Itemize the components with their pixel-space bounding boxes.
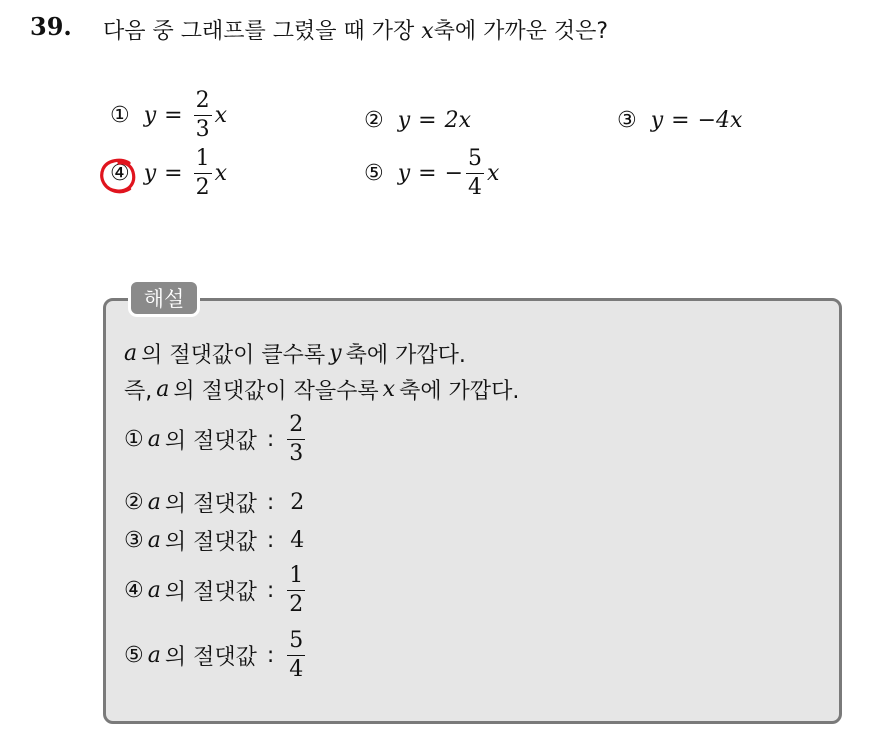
choice-marker: ① xyxy=(110,103,130,128)
solution-item-2 xyxy=(124,487,304,518)
item-text: 의 절댓값 xyxy=(164,645,257,670)
solution-line-2 xyxy=(124,374,519,405)
item-marker: ② xyxy=(124,490,144,515)
equation-lhs: y xyxy=(397,108,411,133)
choice-2[interactable] xyxy=(364,108,471,133)
choice-equation xyxy=(398,108,471,133)
line-text-end: 축에 가깝다. xyxy=(399,379,520,404)
var-a: a xyxy=(147,528,161,553)
item-text: 의 절댓값 xyxy=(164,580,257,605)
item-marker: ① xyxy=(124,427,144,452)
equation-expr: 2x xyxy=(444,108,472,133)
fraction xyxy=(194,90,212,141)
fraction-denominator: 3 xyxy=(195,117,210,142)
fraction-numerator: 2 xyxy=(195,88,210,113)
fraction-denominator: 2 xyxy=(289,592,304,617)
var-a: a xyxy=(147,578,161,603)
equals-sign: = xyxy=(671,108,690,133)
equals-sign: = xyxy=(418,161,437,186)
minus-sign: − xyxy=(444,161,464,186)
item-colon: : xyxy=(266,528,275,553)
choice-equation xyxy=(144,90,227,141)
choice-equation xyxy=(651,108,743,133)
question-text-before: 다음 중 그래프를 그렸을 때 가장 xyxy=(103,19,415,44)
var-a: a xyxy=(147,490,161,515)
item-fraction xyxy=(287,565,305,616)
item-value: 2 xyxy=(290,490,305,515)
item-fraction xyxy=(287,630,305,681)
choice-marker: ③ xyxy=(617,108,637,133)
axis-var: x xyxy=(382,377,396,402)
choice-equation xyxy=(144,148,227,199)
question-text xyxy=(103,14,608,45)
var-a: a xyxy=(147,643,161,668)
equation-lhs: y xyxy=(397,161,411,186)
fraction xyxy=(194,148,212,199)
fraction-numerator: 5 xyxy=(468,146,483,171)
choice-3[interactable] xyxy=(617,108,742,133)
fraction-denominator: 2 xyxy=(195,175,210,200)
equals-sign: = xyxy=(164,103,183,128)
question-number: 39. xyxy=(30,12,72,41)
item-colon: : xyxy=(266,490,275,515)
equation-lhs: y xyxy=(143,103,157,128)
equals-sign: = xyxy=(418,108,437,133)
equation-var: x xyxy=(214,103,228,128)
choice-equation xyxy=(398,148,500,199)
solution-item-1 xyxy=(124,414,308,465)
item-colon: : xyxy=(266,643,275,668)
question-text-after: 축에 가까운 것은? xyxy=(433,19,609,44)
choice-1[interactable] xyxy=(110,90,227,141)
item-text: 의 절댓값 xyxy=(164,530,257,555)
line-start: 즉, xyxy=(124,379,153,404)
var-a: a xyxy=(147,427,161,452)
item-marker: ④ xyxy=(124,578,144,603)
fraction-numerator: 1 xyxy=(289,563,304,588)
line-text-end: 축에 가깝다. xyxy=(345,343,466,368)
question-var: x xyxy=(421,19,434,44)
solution-item-5 xyxy=(124,630,308,681)
item-marker: ③ xyxy=(124,528,144,553)
var-a: a xyxy=(124,341,138,366)
fraction-numerator: 1 xyxy=(195,146,210,171)
fraction-denominator: 3 xyxy=(289,441,304,466)
line-text: 의 절댓값이 클수록 xyxy=(141,343,326,368)
fraction-numerator: 2 xyxy=(289,412,304,437)
equals-sign: = xyxy=(164,161,183,186)
var-a: a xyxy=(156,377,170,402)
equation-var: x xyxy=(487,161,500,186)
item-colon: : xyxy=(266,427,275,452)
fraction-numerator: 5 xyxy=(289,628,304,653)
choice-marker: ⑤ xyxy=(364,161,384,186)
fraction-denominator: 4 xyxy=(289,657,304,682)
solution-label: 해설 xyxy=(128,279,200,317)
fraction xyxy=(466,148,484,199)
line-text: 의 절댓값이 작을수록 xyxy=(173,379,379,404)
axis-var: y xyxy=(329,341,342,366)
solution-item-3 xyxy=(124,525,304,556)
choice-5[interactable] xyxy=(364,148,499,199)
item-marker: ⑤ xyxy=(124,643,144,668)
solution-item-4 xyxy=(124,565,308,616)
choice-marker: ② xyxy=(364,108,384,133)
solution-line-1 xyxy=(124,338,466,369)
item-fraction xyxy=(287,414,305,465)
equation-lhs: y xyxy=(143,161,157,186)
equation-lhs: y xyxy=(650,108,664,133)
item-text: 의 절댓값 xyxy=(164,429,257,454)
answer-circle-mark xyxy=(99,157,139,195)
choice-marker: ④ xyxy=(110,161,130,186)
item-value: 4 xyxy=(290,528,305,553)
equation-expr: −4x xyxy=(697,108,743,133)
item-colon: : xyxy=(266,578,275,603)
item-text: 의 절댓값 xyxy=(164,492,257,517)
equation-var: x xyxy=(214,161,228,186)
fraction-denominator: 4 xyxy=(468,175,483,200)
